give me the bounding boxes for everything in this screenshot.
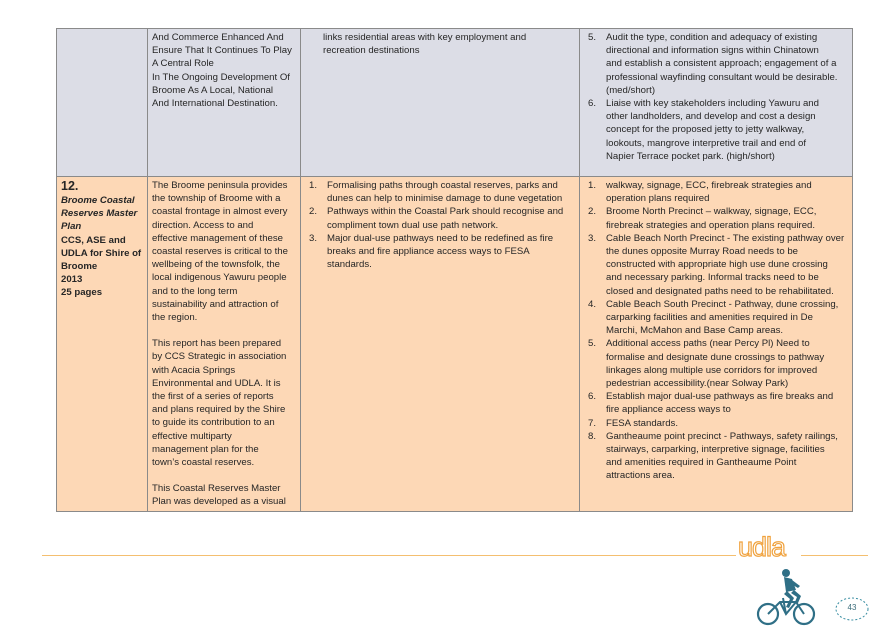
list-item [584, 205, 848, 231]
actions-cell [580, 177, 853, 512]
text-line: lookouts, mangrove interpretive trail and end of [606, 137, 806, 149]
text-line: Environmental and UDLA. It is [152, 377, 281, 389]
list-item [584, 417, 848, 430]
list-item [584, 337, 848, 390]
ref-cell [57, 29, 148, 177]
actions-list [584, 179, 848, 483]
text-line: the dunes opposite Murray Road needs to be [606, 246, 799, 258]
text-line: Broome As A Local, National [152, 84, 274, 96]
text-line: CCS, ASE and [61, 234, 126, 246]
document-pages: 25 pages [61, 287, 103, 299]
text-line: fire appliance access ways to [606, 404, 731, 416]
text-line: and plans required by the Shire [152, 404, 286, 416]
text-line: firebreak strategies and operation plans required. [606, 219, 816, 231]
text-line: Establish major dual-use pathways as fire breaks and [606, 391, 834, 403]
text-line: with Acacia Springs [152, 364, 236, 376]
text-line: UDLA for Shire of [61, 247, 142, 259]
footer-rule-right [801, 555, 868, 556]
text-line: Formalising paths through coastal reserves, parks and [327, 180, 558, 191]
footer-rule-left [42, 555, 736, 556]
text-line: town’s coastal reserves. [152, 457, 255, 469]
text-line: FESA standards. [606, 417, 678, 429]
text-line: walkway, signage, ECC, firebreak strategies and [606, 180, 812, 191]
list-number: 3. [588, 232, 597, 244]
text-line: Cable Beach South Precinct - Pathway, dune crossing, [606, 298, 839, 310]
text-line: Broome Coastal [61, 195, 135, 206]
text-line: This report has been prepared [152, 338, 282, 350]
text-line: recreation destinations [323, 45, 420, 57]
list-number: 4. [588, 298, 597, 310]
text-line: and necessary parking. Informal tracks need to be [606, 272, 819, 284]
text-line: And Commerce Enhanced And [152, 32, 284, 43]
cyclist-icon [756, 568, 818, 628]
text-line: Liaise with key stakeholders including Yawuru and [606, 98, 819, 110]
text-line: to guide its contribution to an [152, 417, 275, 429]
review-table [56, 28, 853, 512]
list-item [584, 179, 848, 205]
document-authors [61, 234, 143, 274]
summary-text [152, 31, 296, 110]
text-line: Audit the type, condition and adequacy of existing [606, 32, 818, 43]
text-line: closed and designated paths need to be rehabilitated. [606, 285, 834, 297]
text-line: and amenities required in Gantheaume Point [606, 457, 797, 469]
summary-paragraph [152, 337, 296, 469]
text-line: the first of a series of reports [152, 391, 274, 403]
document-year: 2013 [61, 274, 83, 286]
text-line: effective multiparty [152, 430, 232, 442]
text-line: In The Ongoing Development Of [152, 71, 290, 83]
text-line: compliment town dual use path network. [327, 219, 499, 231]
list-item [584, 97, 848, 163]
ref-cell [57, 177, 148, 512]
text-line: pedestrian accessibility.(near Solway Park) [606, 378, 789, 390]
text-line: Broome [61, 261, 98, 273]
text-line: linkages along multiple use corridors for improved [606, 364, 818, 376]
text-line: sustainability and attraction of [152, 298, 279, 310]
text-line: local indigenous Yawuru people [152, 272, 287, 284]
findings-list [305, 179, 575, 271]
text-line: effective management of these [152, 232, 284, 244]
list-number: 1. [309, 180, 318, 191]
text-line: Reserves Master [61, 208, 138, 220]
list-number: 1. [588, 180, 597, 191]
summary-paragraph [152, 482, 296, 508]
list-number: 8. [588, 430, 597, 442]
text-line: Plan was developed as a visual [152, 496, 286, 508]
page-number: 43 [847, 603, 857, 612]
text-line: Cable Beach North Precinct - The existing pathway over [606, 232, 845, 244]
text-line: Marchi, McMahon and Base Camp areas. [606, 325, 784, 337]
text-line: coastal frontage in almost every [152, 206, 288, 218]
text-line: Major dual-use pathways need to be redefined as fire [327, 232, 554, 244]
ref-number: 12. [61, 179, 79, 193]
text-line: And International Destination. [152, 98, 278, 110]
list-number: 5. [588, 338, 597, 350]
text-line: and establish a consistent approach; engagement of a [606, 58, 837, 70]
text-line: Pathways within the Coastal Park should recognise and [327, 206, 564, 218]
summary-paragraph [152, 179, 296, 324]
text-line: The Broome peninsula provides [152, 180, 288, 191]
list-item [584, 232, 848, 298]
text-line: by CCS Strategic in association [152, 351, 287, 363]
text-line: carparking facilities and amenities required in De [606, 312, 813, 324]
summary-cell [148, 29, 301, 177]
list-number: 2. [588, 206, 597, 218]
list-item [584, 31, 848, 97]
text-line: Gantheaume point precinct - Pathways, safety railings, [606, 430, 838, 442]
list-number: 6. [588, 98, 597, 110]
actions-list [584, 31, 848, 163]
list-item [305, 179, 575, 205]
list-item [584, 390, 848, 416]
text-line: coastal reserves is critical to the [152, 246, 288, 258]
table-row [57, 29, 853, 177]
list-number: 5. [588, 32, 597, 43]
text-line: attractions area. [606, 470, 675, 482]
list-number: 6. [588, 391, 597, 403]
text-line: management plan for the [152, 443, 259, 455]
list-item [584, 298, 848, 338]
list-number: 2. [309, 206, 318, 218]
text-line: Additional access paths (near Percy Pl) Need to [606, 338, 810, 350]
text-line: breaks and fire appliance access ways to FESA standards. [327, 246, 530, 271]
text-line: dunes can help to minimise damage to dune vegetation [327, 193, 563, 205]
list-number: 3. [309, 232, 318, 244]
udla-logo: udla [738, 532, 786, 562]
text-line: Plan [61, 221, 82, 233]
list-number: 7. [588, 417, 597, 429]
text-line: links residential areas with key employment and [323, 32, 527, 43]
findings-text [323, 31, 575, 57]
findings-cell [301, 177, 580, 512]
text-line: directional and information signs within Chinatown [606, 45, 819, 57]
list-item [584, 430, 848, 483]
text-line: professional wayfinding consultant would be desirable. [606, 71, 838, 83]
document-title [61, 194, 143, 234]
list-item [305, 232, 575, 272]
text-line: the region. [152, 312, 198, 324]
text-line: formalise and designate dune crossings to pathway [606, 351, 825, 363]
text-line: constructed with appropriate high use dune crossing [606, 259, 828, 271]
summary-text [152, 179, 296, 509]
text-line: stairways, carparking, interpretive signage, facilities [606, 444, 825, 456]
text-line: direction. Access to and [152, 219, 254, 231]
summary-cell [148, 177, 301, 512]
text-line: Ensure That It Continues To Play [152, 45, 292, 57]
text-line: Napier Terrace pocket park. (high/short) [606, 150, 775, 162]
text-line: the township of Broome with a [152, 193, 281, 205]
text-line: operation plans required [606, 193, 710, 205]
list-item [305, 205, 575, 231]
findings-cell [301, 29, 580, 177]
text-line: and to the long term [152, 285, 238, 297]
table-row [57, 177, 853, 512]
text-line: wellbeing of the townsfolk, the [152, 259, 280, 271]
text-line: other landholders, and develop and cost a design [606, 111, 816, 123]
actions-cell [580, 29, 853, 177]
text-line: This Coastal Reserves Master [152, 483, 281, 495]
text-line: (med/short) [606, 84, 656, 96]
text-line: concept for the proposed jetty to jetty walkway, [606, 124, 805, 136]
text-line: A Central Role [152, 58, 214, 70]
text-line: Broome North Precinct – walkway, signage, ECC, [606, 206, 817, 218]
